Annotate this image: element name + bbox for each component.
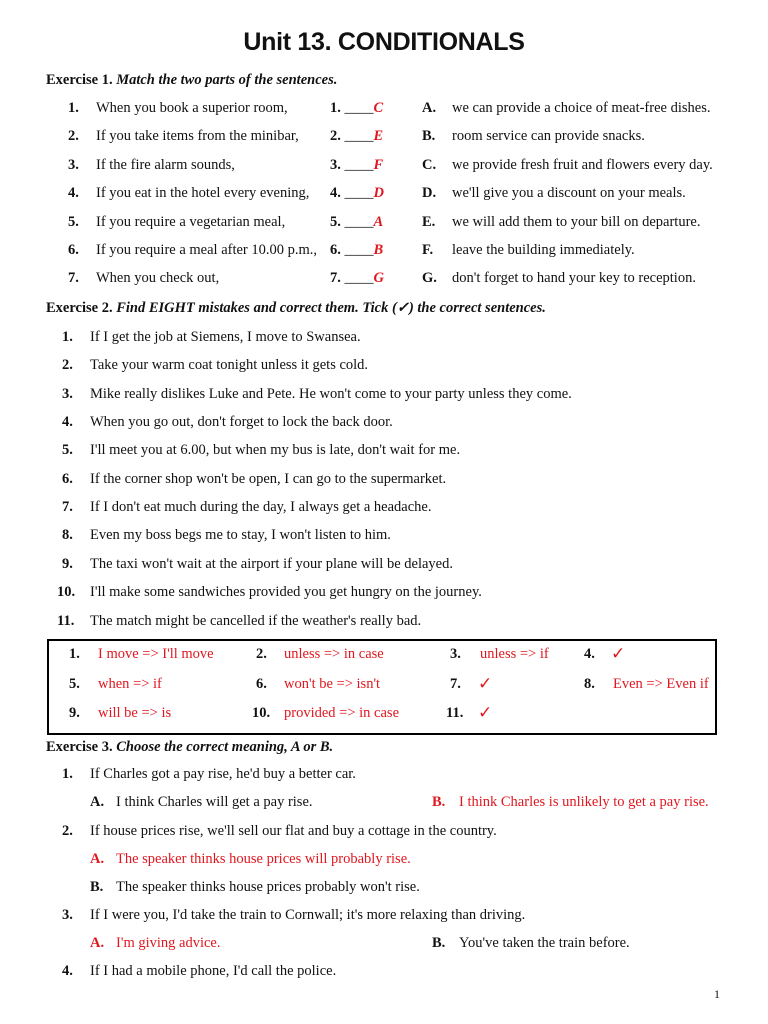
answer-blank: ____	[344, 128, 374, 145]
exercise-2-instruction: Find EIGHT mistakes and correct them. Tick (✓) the correct sentences.	[116, 300, 546, 316]
item-number: 2.	[68, 128, 79, 145]
answer-slot	[330, 185, 384, 202]
item-number: 1.	[62, 329, 73, 345]
option-text: room service can provide snacks.	[452, 128, 645, 145]
answer-number: 9.	[69, 705, 80, 721]
item-number: 1.	[68, 100, 79, 116]
answer-number: 3.	[450, 646, 461, 662]
correction-text: Even => Even if	[613, 676, 709, 692]
item-text: I'll make some sandwiches provided you get hungry on the journey.	[90, 584, 482, 601]
answer-blank: ____	[344, 156, 374, 173]
option-text: The speaker thinks house prices will probably rise.	[116, 851, 411, 867]
item-number: 5.	[68, 213, 79, 230]
exercise-1-heading	[46, 72, 337, 89]
answer-number: 6.	[256, 676, 267, 692]
answer-blank: ____	[344, 270, 374, 287]
option-text: I'm giving advice.	[116, 935, 221, 951]
item-number: 9.	[62, 555, 73, 572]
correction-text: won't be => isn't	[284, 676, 381, 692]
answer-number: 5.	[330, 213, 341, 230]
answer-number: 6.	[330, 242, 341, 258]
correction-text: when => if	[98, 676, 162, 692]
option-label: A.	[90, 794, 105, 810]
item-text: If you take items from the minibar,	[96, 128, 299, 145]
answer-blank: ____	[344, 242, 374, 258]
option-letter: C.	[422, 156, 437, 173]
answer-blank: ____	[344, 213, 374, 230]
answer-slot	[330, 242, 383, 259]
answer-letter: G	[373, 270, 384, 287]
option-label: B.	[90, 879, 104, 895]
item-number: 10.	[57, 584, 76, 601]
exercise-3-heading	[46, 739, 333, 756]
answer-slot	[330, 100, 383, 117]
question-text: If I were you, I'd take the train to Cornwall; it's more relaxing than driving.	[90, 907, 526, 923]
item-text: If the fire alarm sounds,	[96, 156, 235, 173]
item-number: 7.	[62, 499, 73, 516]
answer-number: 5.	[69, 676, 80, 692]
page-number: 1	[714, 987, 720, 1001]
option-text: we can provide a choice of meat-free dishes.	[452, 100, 711, 116]
answer-number: 3.	[330, 156, 341, 173]
option-text: leave the building immediately.	[452, 242, 635, 258]
answer-number: 10.	[252, 705, 271, 721]
answer-slot	[330, 157, 383, 174]
option-text: I think Charles will get a pay rise.	[116, 794, 313, 810]
item-text: When you book a superior room,	[96, 100, 288, 116]
question-number: 4.	[62, 963, 73, 979]
item-number: 11.	[57, 612, 75, 629]
option-letter: G.	[422, 270, 437, 287]
answer-number: 2.	[256, 646, 267, 662]
answer-number: 2.	[330, 128, 341, 145]
item-number: 2.	[62, 357, 73, 374]
item-text: Mike really dislikes Luke and Pete. He won't come to your party unless they come.	[90, 385, 572, 402]
item-text: If you eat in the hotel every evening,	[96, 185, 310, 202]
item-text: If I don't eat much during the day, I always get a headache.	[90, 499, 432, 516]
answer-slot	[330, 270, 384, 287]
item-text: If you require a meal after 10.00 p.m.,	[96, 242, 318, 258]
option-letter: A.	[422, 100, 437, 116]
answer-number: 7.	[330, 270, 341, 287]
option-text: The speaker thinks house prices probably won't rise.	[116, 879, 420, 895]
item-number: 4.	[68, 185, 79, 202]
item-number: 3.	[62, 385, 73, 402]
answer-letter: B	[373, 242, 384, 258]
answer-number: 4.	[584, 646, 595, 662]
item-number: 3.	[68, 156, 79, 173]
option-text: don't forget to hand your key to reception.	[452, 270, 696, 287]
answer-letter: A	[373, 213, 384, 230]
item-number: 4.	[62, 414, 73, 431]
option-letter: B.	[422, 128, 436, 145]
question-number: 2.	[62, 823, 73, 839]
item-text: If you require a vegetarian meal,	[96, 213, 286, 230]
item-text: I'll meet you at 6.00, but when my bus is late, don't wait for me.	[90, 442, 461, 459]
item-number: 5.	[62, 442, 73, 459]
item-text: The match might be cancelled if the weather's really bad.	[90, 612, 422, 629]
item-text: When you go out, don't forget to lock the back door.	[90, 414, 393, 431]
check-icon: ✓	[611, 644, 626, 664]
option-text: You've taken the train before.	[459, 935, 630, 951]
answer-blank: ____	[344, 100, 374, 116]
answer-letter: E	[373, 128, 384, 145]
option-label: A.	[90, 851, 105, 867]
answer-number: 8.	[584, 676, 595, 692]
answer-letter: D	[373, 185, 384, 202]
answer-number: 4.	[330, 185, 341, 202]
item-number: 6.	[62, 470, 73, 487]
answer-letter: F	[373, 156, 384, 173]
option-text: we provide fresh fruit and flowers every day.	[452, 156, 713, 173]
exercise-3-label: Exercise 3.	[46, 739, 113, 755]
item-text: Take your warm coat tonight unless it gets cold.	[90, 357, 369, 374]
item-text: When you check out,	[96, 270, 220, 287]
exercise-1-label: Exercise 1.	[46, 72, 113, 88]
correction-text: unless => if	[480, 646, 549, 662]
answer-slot	[330, 128, 383, 145]
option-letter: F.	[422, 242, 434, 258]
option-label: A.	[90, 935, 105, 951]
option-text: we will add them to your bill on departure.	[452, 213, 701, 230]
answer-letter: C	[373, 100, 384, 116]
answer-number: 11.	[446, 705, 464, 721]
question-text: If house prices rise, we'll sell our flat and buy a cottage in the country.	[90, 823, 497, 839]
correction-text: I move => I'll move	[98, 646, 214, 662]
item-text: Even my boss begs me to stay, I won't listen to him.	[90, 527, 391, 544]
correction-text: unless => in case	[284, 646, 384, 662]
answer-number: 1.	[69, 646, 80, 662]
question-text: If I had a mobile phone, I'd call the police.	[90, 963, 337, 979]
item-number: 7.	[68, 270, 79, 287]
correction-text: provided => in case	[284, 705, 400, 721]
option-letter: D.	[422, 185, 437, 202]
item-text: If the corner shop won't be open, I can go to the supermarket.	[90, 470, 447, 487]
page-title: Unit 13. CONDITIONALS	[243, 28, 525, 56]
exercise-2-label: Exercise 2.	[46, 300, 113, 316]
exercise-1-instruction: Match the two parts of the sentences.	[116, 72, 338, 88]
check-icon: ✓	[478, 703, 493, 723]
item-number: 6.	[68, 242, 79, 258]
answer-number: 7.	[450, 676, 461, 692]
item-text: If I get the job at Siemens, I move to Swansea.	[90, 329, 361, 345]
option-text: we'll give you a discount on your meals.	[452, 185, 686, 202]
answer-number: 1.	[330, 100, 341, 116]
answer-blank: ____	[344, 185, 374, 202]
check-icon: ✓	[478, 674, 493, 694]
exercise-2-heading	[46, 300, 546, 317]
question-number: 3.	[62, 907, 73, 923]
item-number: 8.	[62, 527, 73, 544]
option-label: B.	[432, 935, 446, 951]
question-number: 1.	[62, 766, 73, 782]
option-letter: E.	[422, 213, 436, 230]
exercise-3-instruction: Choose the correct meaning, A or B.	[116, 739, 334, 755]
option-label: B.	[432, 794, 446, 810]
correction-text: will be => is	[98, 705, 172, 721]
option-text: I think Charles is unlikely to get a pay rise.	[459, 794, 709, 810]
exercise-2-answer-box	[47, 639, 717, 735]
answer-slot	[330, 214, 383, 231]
question-text: If Charles got a pay rise, he'd buy a better car.	[90, 766, 356, 782]
item-text: The taxi won't wait at the airport if your plane will be delayed.	[90, 555, 453, 572]
